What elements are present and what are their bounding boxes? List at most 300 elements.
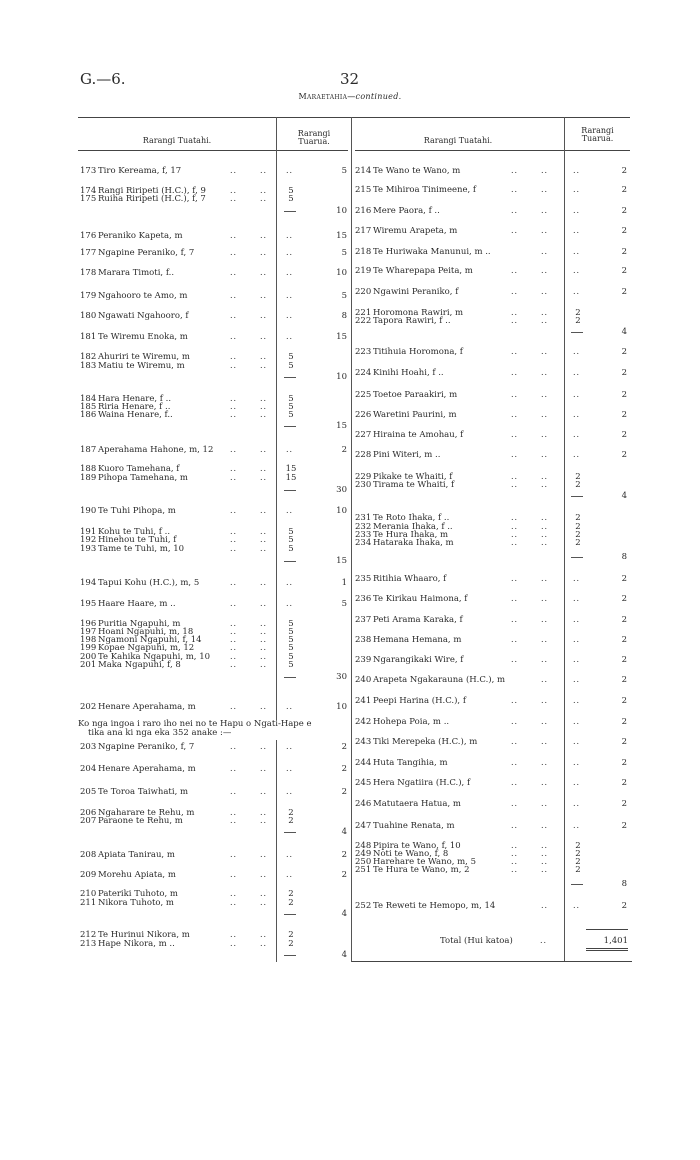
leader-dots: .. — [541, 430, 549, 439]
total-value: 5 — [341, 248, 347, 258]
total-value: 2 — [621, 635, 627, 645]
entry-number: 217 — [355, 226, 372, 236]
register-entry — [353, 316, 631, 326]
share-header-line2: Tuarua. — [298, 137, 330, 146]
subtotal-value: 4 — [341, 909, 347, 919]
leader-dots: .. — [260, 742, 268, 751]
entry-number: 236 — [355, 594, 372, 604]
entry-number: 250 — [355, 857, 372, 867]
leader-dots: .. — [260, 702, 268, 711]
entry-name: Te Wharepapa Peita, m — [373, 266, 473, 276]
entry-number: 199 — [80, 643, 97, 653]
leader-dots: .. — [230, 332, 238, 341]
share-value: 2 — [288, 889, 294, 899]
leader-dots: .. — [230, 410, 238, 419]
leader-dots: .. — [541, 347, 549, 356]
total-double-rule-1 — [586, 948, 628, 949]
leader-dots: .. — [511, 480, 519, 489]
entry-number: 173 — [80, 166, 97, 176]
document-code: G.—6. — [80, 70, 126, 88]
entry-number: 186 — [80, 410, 97, 420]
register-entry — [78, 506, 350, 516]
entry-name: Huta Tangihia, m — [373, 758, 448, 768]
entry-name: Matiu te Wiremu, m — [98, 361, 185, 371]
entry-number: 245 — [355, 778, 372, 788]
entry-name: Apiata Tanirau, m — [98, 850, 175, 860]
leader-dots: .. — [260, 930, 268, 939]
register-entry — [353, 758, 631, 768]
leader-dots: .. — [230, 352, 238, 361]
entry-name: Toetoe Paraakiri, m — [373, 390, 458, 400]
leader-dots: .. — [230, 850, 238, 859]
entry-name: Ngawini Peraniko, f — [373, 287, 459, 297]
leader-dots: .. — [511, 849, 519, 858]
entry-number: 227 — [355, 430, 372, 440]
section-note — [78, 720, 312, 738]
leader-dots: .. — [511, 857, 519, 866]
total-value: 2 — [341, 870, 347, 880]
entry-name: Te Wano te Wano, m — [373, 166, 461, 176]
subtotal-dash — [571, 557, 583, 558]
entry-number: 180 — [80, 311, 97, 321]
entry-name: Ngapine Peraniko, f, 7 — [98, 742, 195, 752]
leader-dots: .. — [260, 311, 268, 320]
total-value: 2 — [621, 368, 627, 378]
subtotal-value: 30 — [336, 485, 347, 495]
total-value: 2 — [621, 655, 627, 665]
entry-number: 233 — [355, 530, 372, 540]
subtotal-dash — [284, 832, 296, 833]
table-bottom-rule — [352, 961, 632, 962]
leader-dots: .. — [260, 627, 268, 636]
leader-dots: .. — [511, 574, 519, 583]
leader-dots: .. — [286, 231, 294, 240]
share-value: 2 — [575, 316, 581, 326]
register-entry — [78, 268, 350, 278]
leader-dots: .. — [541, 185, 549, 194]
subtotal-dash — [571, 496, 583, 497]
entry-number: 183 — [80, 361, 97, 371]
share-header-line2: Tuarua. — [581, 134, 614, 143]
leader-dots: .. — [230, 870, 238, 879]
entry-number: 249 — [355, 849, 372, 859]
entry-number: 198 — [80, 635, 97, 645]
entry-number: 175 — [80, 194, 97, 204]
entry-name: Ngapine Peraniko, f, 7 — [98, 248, 195, 258]
entry-name: Hinehou te Tuhi, f — [98, 535, 177, 545]
entry-number: 246 — [355, 799, 372, 809]
entry-number: 223 — [355, 347, 372, 357]
page-number: 32 — [340, 70, 360, 88]
register-entry — [353, 390, 631, 400]
total-value: 2 — [621, 247, 627, 257]
entry-number: 210 — [80, 889, 97, 899]
leader-dots: .. — [230, 473, 238, 482]
register-entry — [353, 538, 631, 548]
entry-number: 218 — [355, 247, 372, 257]
share-value: 2 — [288, 808, 294, 818]
leader-dots: .. — [573, 368, 581, 377]
total-value: 2 — [621, 901, 627, 911]
entry-number: 243 — [355, 737, 372, 747]
register-entry — [353, 799, 631, 809]
share-value: 5 — [288, 410, 294, 420]
leader-dots: .. — [541, 522, 549, 531]
leader-dots: .. — [511, 287, 519, 296]
leader-dots: .. — [230, 527, 238, 536]
leader-dots: .. — [573, 287, 581, 296]
entry-name: Noti te Wano, f, 8 — [373, 849, 449, 859]
share-value: 2 — [288, 939, 294, 949]
share-value: 2 — [288, 930, 294, 940]
leader-dots: .. — [511, 530, 519, 539]
register-entry — [353, 615, 631, 625]
register-entry — [353, 347, 631, 357]
entry-name: Kuoro Tamehana, f — [98, 464, 180, 474]
leader-dots: .. — [573, 594, 581, 603]
subtotal-value: 8 — [621, 879, 627, 889]
entry-name: Ruiha Riripeti (H.C.), f, 7 — [98, 194, 206, 204]
leader-dots: .. — [260, 578, 268, 587]
register-entry — [78, 599, 350, 609]
leader-dots: .. — [230, 186, 238, 195]
entry-number: 176 — [80, 231, 97, 241]
leader-dots: .. — [511, 226, 519, 235]
register-entry — [78, 816, 350, 826]
share-header-line1: Rarangi — [581, 126, 614, 135]
leader-dots: .. — [230, 643, 238, 652]
entry-name: Hataraka Ihaka, m — [373, 538, 454, 548]
leader-dots: .. — [511, 347, 519, 356]
register-entry — [353, 696, 631, 706]
register-entry — [353, 737, 631, 747]
entry-number: 232 — [355, 522, 372, 532]
entry-number: 212 — [80, 930, 97, 940]
leader-dots: .. — [260, 410, 268, 419]
leader-dots: .. — [286, 870, 294, 879]
entry-number: 240 — [355, 675, 372, 685]
leader-dots: .. — [541, 635, 549, 644]
total-value: 2 — [621, 185, 627, 195]
leader-dots: .. — [573, 430, 581, 439]
leader-dots: .. — [511, 472, 519, 481]
entry-name: Ritihia Whaaro, f — [373, 574, 447, 584]
share-value: 2 — [575, 865, 581, 875]
subtotal-row — [78, 372, 350, 382]
share-value: 2 — [575, 513, 581, 523]
share-value: 2 — [575, 472, 581, 482]
leader-dots: .. — [230, 268, 238, 277]
leader-dots: .. — [511, 696, 519, 705]
leader-dots: .. — [511, 206, 519, 215]
entry-number: 211 — [80, 898, 97, 908]
entry-name: Te Hurinui Nikora, m — [98, 930, 190, 940]
register-entry — [353, 574, 631, 584]
total-value: 2 — [341, 445, 347, 455]
entry-number: 184 — [80, 394, 97, 404]
register-entry — [78, 787, 350, 797]
register-entry — [78, 194, 350, 204]
leader-dots: .. — [541, 472, 549, 481]
subtotal-row — [78, 206, 350, 216]
total-value: 2 — [621, 287, 627, 297]
leader-dots: .. — [286, 702, 294, 711]
leader-dots: .. — [260, 889, 268, 898]
subtotal-value: 15 — [336, 556, 347, 566]
right-share-header — [565, 127, 630, 143]
entry-number: 231 — [355, 513, 372, 523]
leader-dots: .. — [260, 816, 268, 825]
entry-number: 226 — [355, 410, 372, 420]
register-entry — [78, 311, 350, 321]
leader-dots: .. — [230, 445, 238, 454]
register-entry — [78, 445, 350, 455]
register-entry — [78, 898, 350, 908]
entry-name: Henare Aperahama, m — [98, 764, 196, 774]
share-value: 2 — [575, 849, 581, 859]
register-entry — [353, 226, 631, 236]
total-value: 2 — [621, 430, 627, 440]
entry-name: Te Tuhi Pihopa, m — [98, 506, 176, 516]
register-entry — [78, 231, 350, 241]
entry-name: Tuahine Renata, m — [373, 821, 455, 831]
register-entry — [353, 655, 631, 665]
total-double-rule-2 — [586, 950, 628, 951]
entry-number: 182 — [80, 352, 97, 362]
total-value: 2 — [621, 717, 627, 727]
entry-name: Pikake te Whaiti, f — [373, 472, 453, 482]
entry-number: 221 — [355, 308, 372, 318]
entry-number: 222 — [355, 316, 372, 326]
register-entry — [78, 939, 350, 949]
leader-dots: .. — [230, 291, 238, 300]
note-line-1: Ko nga ingoa i raro iho nei no te Hapu o Ngati-Hape e — [78, 719, 312, 729]
subtotal-dash — [284, 211, 296, 212]
register-entry — [353, 450, 631, 460]
leader-dots: .. — [541, 841, 549, 850]
leader-dots: .. — [260, 394, 268, 403]
leader-dots: .. — [573, 206, 581, 215]
subtotal-dash — [284, 955, 296, 956]
entry-name: Riria Henare, f .. — [98, 402, 171, 412]
leader-dots: .. — [286, 332, 294, 341]
leader-dots: .. — [541, 594, 549, 603]
grand-total-value: 1,401 — [603, 936, 628, 946]
register-entry — [353, 901, 631, 911]
share-header-line1: Rarangi — [297, 129, 331, 138]
entry-number: 185 — [80, 402, 97, 412]
share-value: 15 — [285, 464, 297, 474]
leader-dots: .. — [260, 186, 268, 195]
entry-name: Te Wiremu Enoka, m — [98, 332, 188, 342]
share-value: 5 — [288, 627, 294, 637]
entry-name: Marara Timoti, f.. — [98, 268, 175, 278]
register-entry — [78, 410, 350, 420]
register-entry — [78, 660, 350, 670]
entry-name: Kinihi Hoahi, f .. — [373, 368, 444, 378]
leader-dots: .. — [230, 544, 238, 553]
entry-name: Te Reweti te Hemopo, m, 14 — [373, 901, 496, 911]
title-suffix: —continued. — [347, 92, 402, 101]
entry-name: Maka Ngapuhi, f, 8 — [98, 660, 181, 670]
register-entry — [353, 717, 631, 727]
register-entry — [78, 361, 350, 371]
entry-name: Pipira te Wano, f, 10 — [373, 841, 461, 851]
register-entry — [78, 248, 350, 258]
total-value: 5 — [341, 166, 347, 176]
entry-number: 248 — [355, 841, 372, 851]
leader-dots: .. — [260, 870, 268, 879]
entry-name: Waretini Paurini, m — [373, 410, 457, 420]
share-value: 2 — [575, 480, 581, 490]
leader-dots: .. — [541, 390, 549, 399]
total-value: 2 — [621, 410, 627, 420]
entry-number: 209 — [80, 870, 97, 880]
leader-dots: .. — [260, 808, 268, 817]
leader-dots: .. — [541, 865, 549, 874]
leader-dots: .. — [260, 939, 268, 948]
share-value: 2 — [288, 898, 294, 908]
leader-dots: .. — [541, 901, 549, 910]
total-value: 2 — [341, 787, 347, 797]
total-value: 5 — [341, 599, 347, 609]
left-share-header — [277, 130, 351, 146]
header-rule-right — [355, 150, 630, 151]
leader-dots: .. — [260, 268, 268, 277]
leader-dots: .. — [286, 787, 294, 796]
leader-dots: .. — [260, 402, 268, 411]
total-value: 1 — [341, 578, 347, 588]
leader-dots: .. — [230, 361, 238, 370]
entry-name: Merania Ihaka, f .. — [373, 522, 453, 532]
leader-dots: .. — [511, 821, 519, 830]
register-entry — [353, 480, 631, 490]
leader-dots: .. — [573, 166, 581, 175]
entry-name: Ngahooro te Amo, m — [98, 291, 188, 301]
leader-dots: .. — [573, 758, 581, 767]
leader-dots: .. — [511, 841, 519, 850]
leader-dots: .. — [511, 513, 519, 522]
leader-dots: .. — [511, 635, 519, 644]
leader-dots: .. — [511, 865, 519, 874]
subtotal-row — [353, 491, 631, 501]
entry-name: Harehare te Wano, m, 5 — [373, 857, 476, 867]
leader-dots: .. — [511, 778, 519, 787]
entry-number: 225 — [355, 390, 372, 400]
leader-dots: .. — [511, 799, 519, 808]
leader-dots: .. — [511, 266, 519, 275]
register-entry — [353, 185, 631, 195]
leader-dots: .. — [230, 506, 238, 515]
leader-dots: .. — [511, 538, 519, 547]
entry-name: Ngarangikaki Wire, f — [373, 655, 464, 665]
share-value: 2 — [575, 530, 581, 540]
leader-dots: .. — [541, 857, 549, 866]
leader-dots: .. — [573, 675, 581, 684]
entry-name: Te Kirikau Haimona, f — [373, 594, 468, 604]
leader-dots: .. — [230, 627, 238, 636]
leader-dots: .. — [541, 226, 549, 235]
total-value: 2 — [621, 799, 627, 809]
leader-dots: .. — [260, 652, 268, 661]
entry-number: 228 — [355, 450, 372, 460]
entry-name: Pateriki Tuhoto, m — [98, 889, 178, 899]
share-value: 5 — [288, 660, 294, 670]
entry-number: 237 — [355, 615, 372, 625]
subtotal-dash — [284, 377, 296, 378]
share-value: 5 — [288, 535, 294, 545]
leader-dots: .. — [573, 635, 581, 644]
entry-name: Hape Nikora, m .. — [98, 939, 175, 949]
subtotal-dash — [284, 426, 296, 427]
entry-name: Hohepa Poia, m .. — [373, 717, 450, 727]
leader-dots: .. — [541, 287, 549, 296]
leader-dots: .. — [511, 758, 519, 767]
leader-dots: .. — [573, 574, 581, 583]
subtotal-dash — [284, 677, 296, 678]
leader-dots: .. — [286, 268, 294, 277]
leader-dots: .. — [230, 166, 238, 175]
leader-dots: .. — [260, 464, 268, 473]
leader-dots: .. — [286, 291, 294, 300]
left-name-header: Rarangi Tuatahi. — [142, 136, 212, 145]
entry-number: 214 — [355, 166, 372, 176]
leader-dots: .. — [260, 332, 268, 341]
entry-name: Puritia Ngapuhi, m — [98, 619, 181, 629]
leader-dots: .. — [286, 445, 294, 454]
leader-dots: .. — [511, 450, 519, 459]
total-value: 2 — [341, 742, 347, 752]
total-value: 2 — [621, 166, 627, 176]
entry-number: 239 — [355, 655, 372, 665]
total-value: 2 — [621, 347, 627, 357]
header-rule-left — [78, 150, 348, 151]
leader-dots: .. — [541, 266, 549, 275]
entry-name: Peraniko Kapeta, m — [98, 231, 183, 241]
entry-name: Arapeta Ngakarauna (H.C.), m — [373, 675, 506, 685]
entry-name: Te Hura te Wano, m, 2 — [373, 865, 470, 875]
share-value: 2 — [575, 538, 581, 548]
entry-name: Morehu Apiata, m — [98, 870, 176, 880]
register-entry — [78, 742, 350, 752]
leader-dots: .. — [230, 660, 238, 669]
leader-dots: .. — [541, 758, 549, 767]
leader-dots: .. — [260, 635, 268, 644]
leader-dots: .. — [230, 702, 238, 711]
subtotal-dash — [284, 914, 296, 915]
leader-dots: .. — [230, 652, 238, 661]
entry-number: 229 — [355, 472, 372, 482]
total-value: 2 — [621, 574, 627, 584]
leader-dots: .. — [230, 619, 238, 628]
leader-dots: .. — [260, 544, 268, 553]
subtotal-dash — [571, 884, 583, 885]
register-entry — [353, 865, 631, 875]
register-entry — [353, 368, 631, 378]
leader-dots: .. — [260, 787, 268, 796]
total-value: 2 — [341, 850, 347, 860]
entry-name: Nikora Tuhoto, m — [98, 898, 174, 908]
leader-dots: .. — [230, 898, 238, 907]
entry-number: 224 — [355, 368, 372, 378]
register-entry — [353, 675, 631, 685]
entry-number: 207 — [80, 816, 97, 826]
register-entry — [353, 166, 631, 176]
leader-dots: .. — [260, 599, 268, 608]
leader-dots: .. — [260, 898, 268, 907]
register-entry — [353, 430, 631, 440]
subtotal-row — [78, 909, 350, 919]
